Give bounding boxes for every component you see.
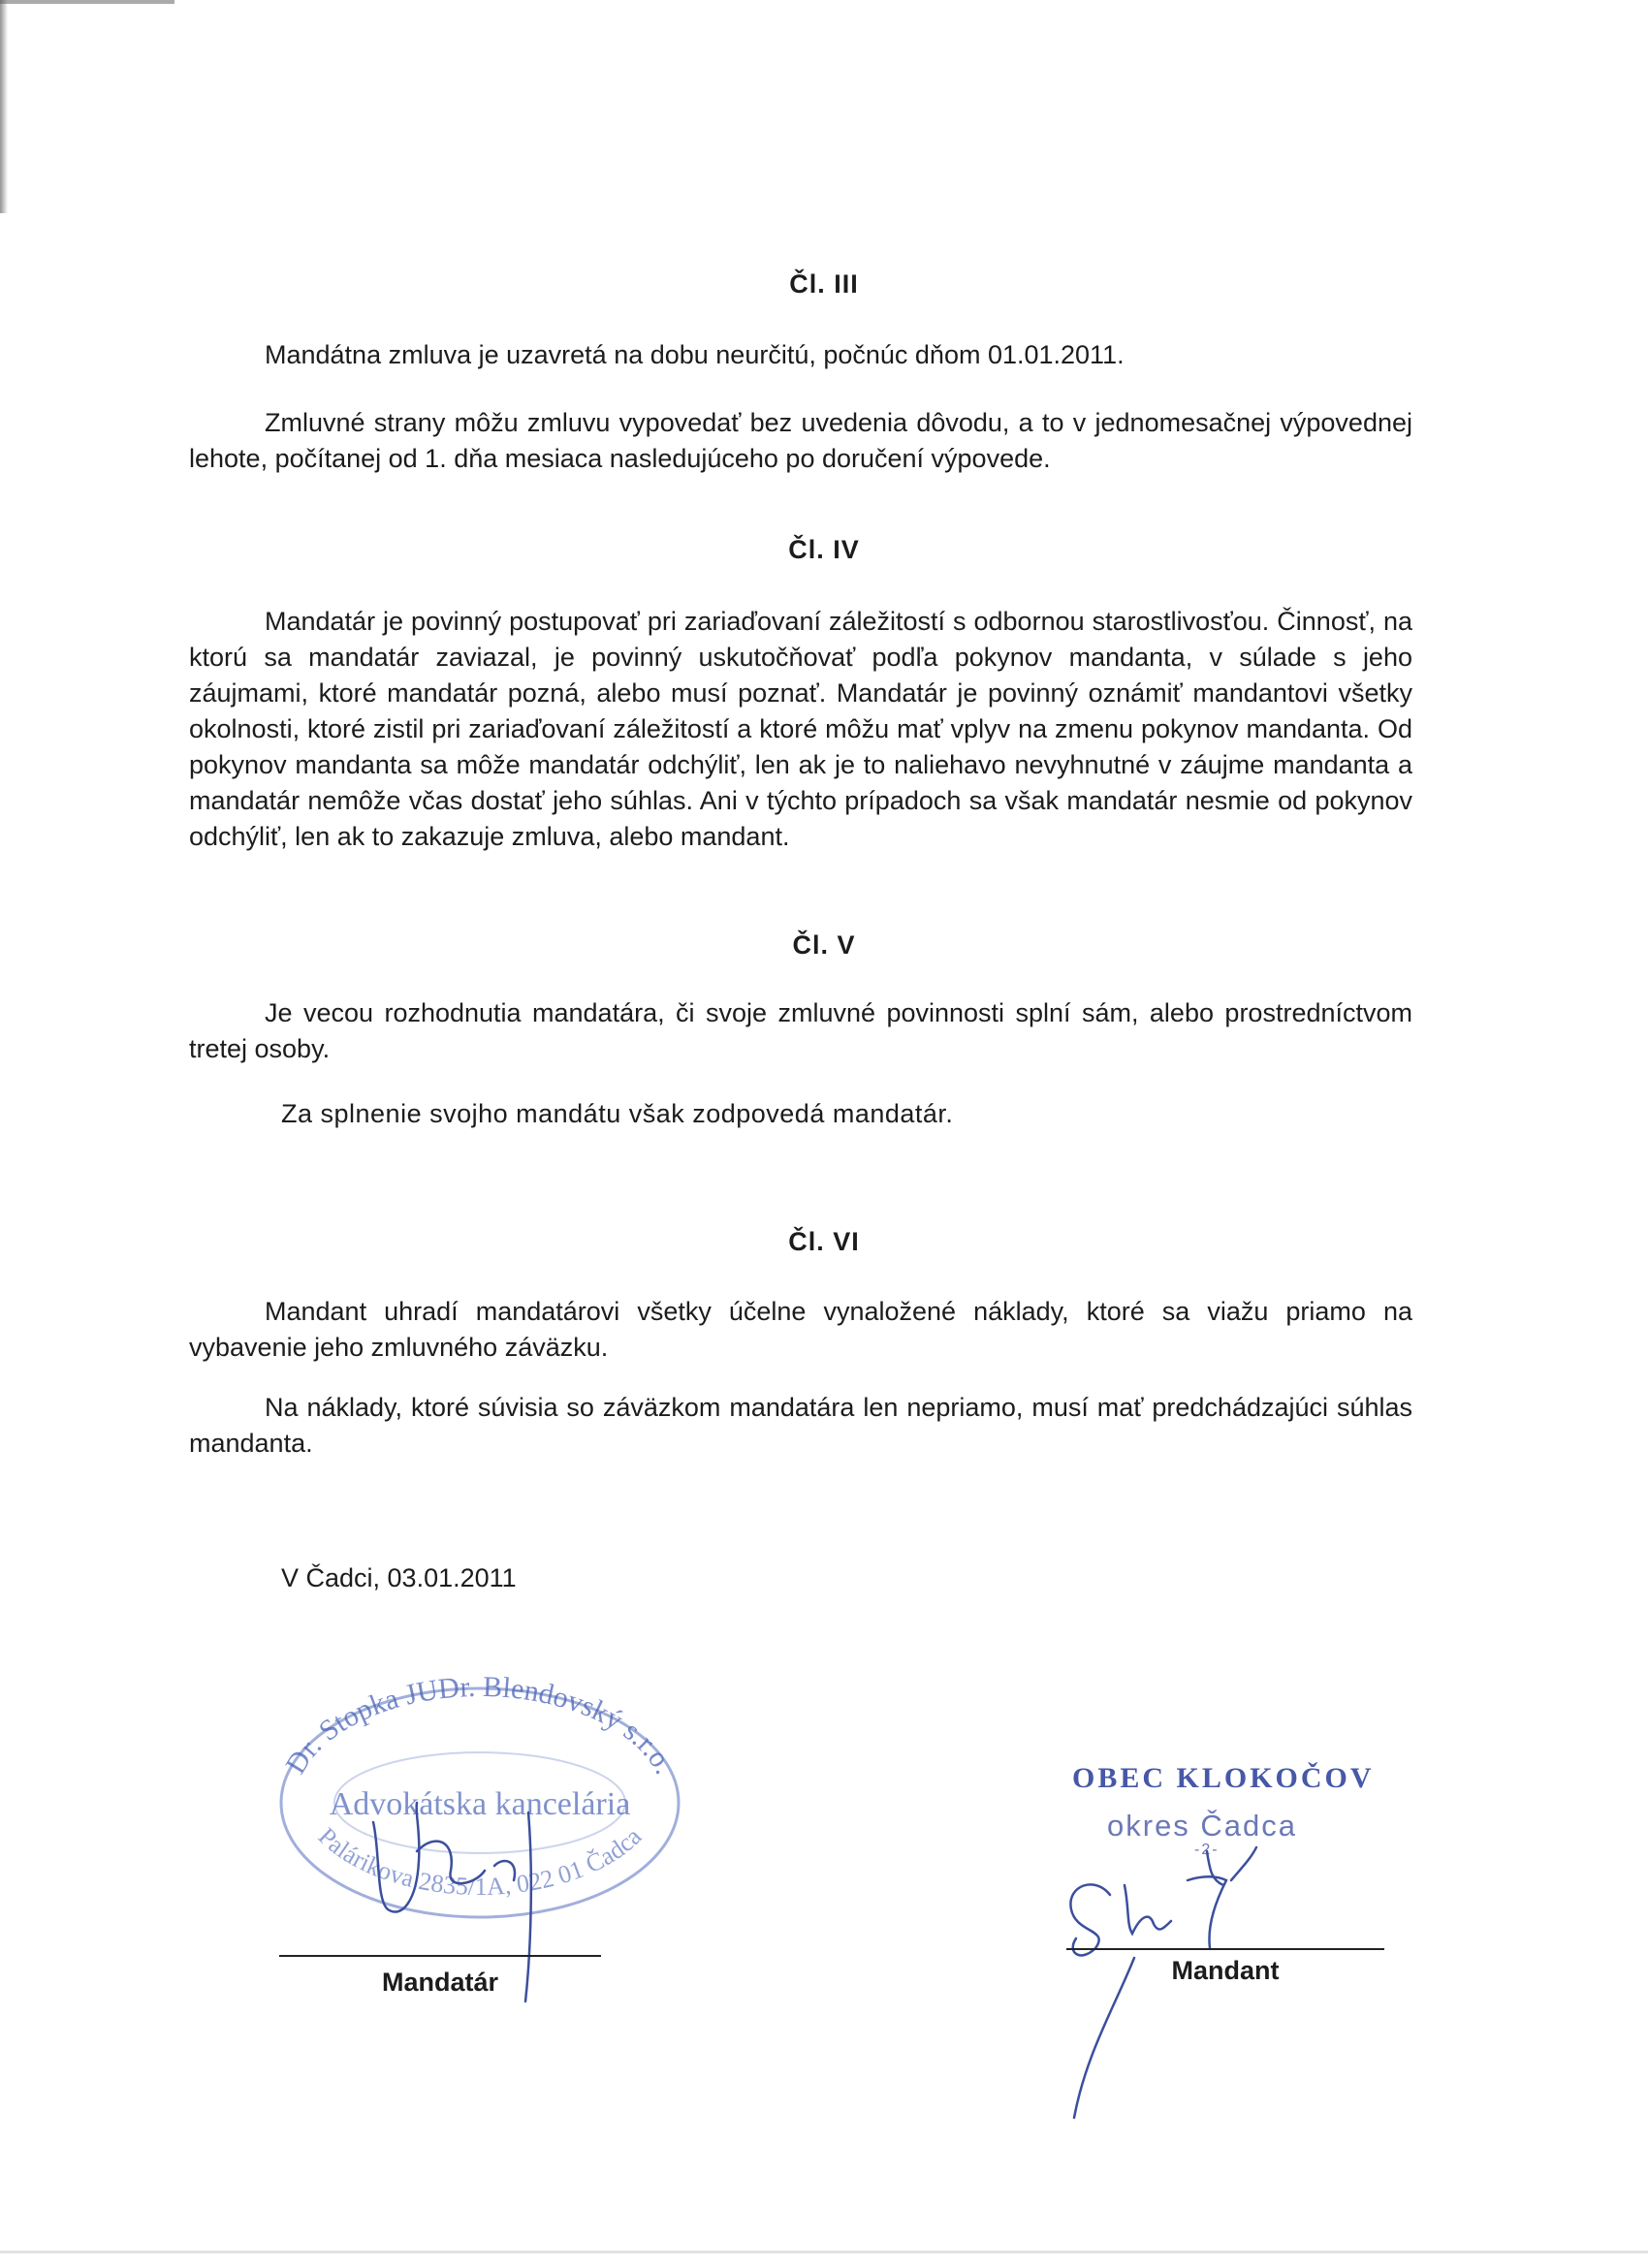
section-heading-iii: Čl. III	[789, 269, 859, 299]
stamp-bottom-arc-text: Palárikova 2835/1A, 022 01 Čadca	[312, 1821, 648, 1901]
municipality-stamp-name: OBEC KLOKOČOV	[1072, 1762, 1375, 1794]
signature-line-left	[279, 1955, 601, 1957]
paragraph-text: Zmluvné strany môžu zmluvu vypovedať bez uvedenia dôvodu, a to v jednomesačnej výpovednej lehote, počítanej od 1. dňa mesiaca nasledujúceho po doručení výpovede.	[189, 408, 1412, 473]
municipality-stamp-number: -2-	[1194, 1842, 1220, 1858]
section-heading-iv: Čl. IV	[788, 535, 860, 564]
stamp-top-arc	[279, 1671, 681, 1780]
scan-edge	[0, 2251, 1648, 2253]
paragraph-v-2: Za splnenie svojho mandátu však zodpovedá mandatár.	[281, 1099, 954, 1128]
section-heading-vi: Čl. VI	[788, 1227, 860, 1256]
signature-label-mandatar: Mandatár	[381, 1968, 499, 1997]
paragraph-text: Mandant uhradí mandatárovi všetky účelne vynaložené náklady, ktoré sa viažu priamo na vybavenie jeho zmluvného záväzku.	[189, 1297, 1412, 1362]
paragraph-vi-2	[189, 1390, 1412, 1462]
stamp-middle-text: Advokátska kancelária	[329, 1786, 631, 1822]
place-date: V Čadci, 03.01.2011	[281, 1563, 517, 1592]
paragraph-text: Na náklady, ktoré súvisia so záväzkom mandatára len nepriamo, musí mať predchádzajúci súhlas mandanta.	[189, 1393, 1412, 1458]
paragraph-iii-2	[189, 405, 1412, 477]
section-heading-v: Čl. V	[792, 930, 856, 960]
paragraph-iv-1	[189, 604, 1412, 855]
paragraph-iii-1: Mandátna zmluva je uzavretá na dobu neurčitú, počnúc dňom 01.01.2011.	[265, 340, 1125, 369]
paragraph-v-1	[189, 995, 1412, 1067]
stamp-top-arc-text: Dr. Stopka JUDr. Blendovský s.r.o.	[279, 1670, 681, 1780]
signature-label-mandant: Mandant	[1171, 1956, 1280, 1985]
signature-line-right	[1066, 1948, 1384, 1950]
municipality-stamp-district: okres Čadca	[1107, 1809, 1298, 1843]
scan-edge	[0, 0, 174, 4]
paragraph-vi-1	[189, 1294, 1412, 1366]
paragraph-text: Je vecou rozhodnutia mandatára, či svoje zmluvné povinnosti splní sám, alebo prostredníctvom tretej osoby.	[189, 998, 1412, 1063]
paragraph-text: Mandatár je povinný postupovať pri zariaďovaní záležitostí s odbornou starostlivosťou. Činnosť, na ktorú sa mandatár zaviazal, je povinný uskutočňovať podľa pokynov mandanta, v súlade s jeho záujmami, ktoré mandatár pozná, alebo musí poznať. Mandatár je povinný oznámiť mandantovi všetky okolnosti, ktoré zistil pri zariaďovaní záležitostí a ktoré môžu mať vplyv na zmenu pokynov mandanta. Od pokynov mandanta sa môže mandatár odchýliť, len ak je to naliehavo nevyhnutné v záujme mandanta a mandatár nemôže včas dostať jeho súhlas. Ani v týchto prípadoch sa však mandatár nesmie od pokynov odchýliť, len ak to zakazuje zmluva, alebo mandant.	[189, 607, 1412, 851]
scan-edge	[0, 0, 8, 213]
